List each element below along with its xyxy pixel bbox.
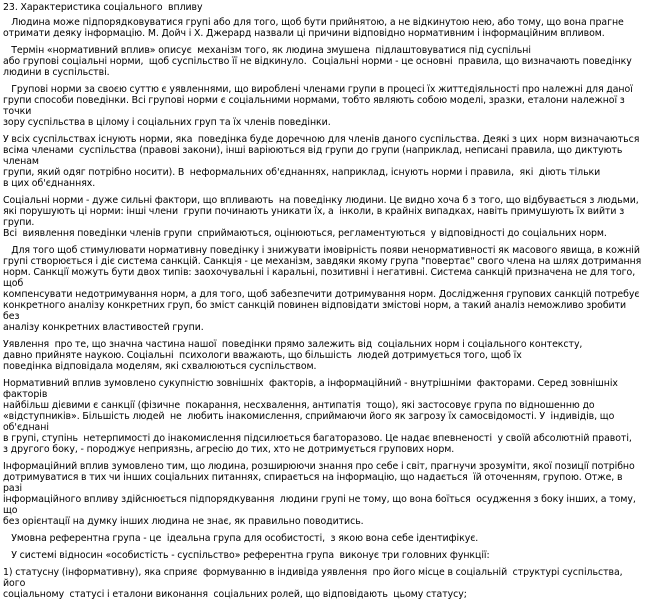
paragraph-society-norms: У всіх суспільствах існують норми, яка поведінка буде доречною для членів даного суспільства. Деякі з цих норм визначаються всіма членами суспільства (правові закони), інші варіюються від групи до групи (наприклад, неписані правила, що диктують членам групи, який одяг потрібно носити). В неформальних об'єднаннях, наприклад, існують норми і правила, які діють тільки в цих об'єднаннях.: [3, 134, 640, 189]
paragraph-external-factors: Нормативний вплив зумовлено сукупністю зовнішніх факторів, а інформаційний - внутрішніми факторами. Серед зовнішніх факторів найбільш дієвими є санкції (фізичне покарання, несхвалення, антипатія тощо), які застосовує група по відношенню до «відступників». Більшість людей не любить інакомислення, сприймаючи його як загрозу їх самосвідомості. У індивідів, що об'єднані в групі, ступінь нетерпимості до інакомислення підсилюється багаторазово. Це надає впевненості у своїй абсолютній правоті, з другого боку, - породжує неприязнь, агресію до тих, хто не дотримується групових норм.: [3, 378, 632, 455]
paragraph-social-norms-factors: Соціальні норми - дуже сильні фактори, що впливають на поведінку людини. Це видно хоча б з того, що відбувається з людьми, які порушують ці норми: інші члени групи починають уникати їх, а інколи, в крайніх випадках, навіть примушують їх вийти з групи. Всі виявлення поведінки членів групи сприймаються, оцінюються, регламентуються у відповідності до соціальних норм.: [3, 195, 639, 239]
paragraph-sanctions: Для того щоб стимулювати нормативну поведінку і знижувати імовірність появи ненормативності як масового явища, в кожній групі створюється і діє система санкцій. Санкція - це механізм, завдяки якому група "повертає" свого члена на шлях дотримання норм. Санкції можуть бути двох типів: заохочувальні і каральні, позитивні і негативні. Система санкцій призначена не для того, щоб компенсувати недотримування норм, а для того, щоб забезпечити дотримування норм. Дослідження групових санкцій потребує конкретного аналізу конкретних груп, бо зміст санкцій повинен відповідати змістові норм, а такий аналіз неможливо зробити без аналізу конкретних властивостей групи.: [3, 245, 642, 333]
paragraph-functions-intro: У системі відносин «особистість - суспільство» референтна група виконує три головних функції:: [3, 550, 490, 561]
paragraph-normative-influence: Термін «нормативний вплив» описує механізм того, як людина змушена підлаштовуватися під суспільні або групові соціальні норми, щоб суспільство її не відкинуло. Соціальні норми - це основні правила, що визначають поведінку людини в суспільстві.: [3, 45, 632, 78]
paragraph-intro: Людина може підпорядковуватися групі або для того, щоб бути прийнятою, а не відкинутою нею, або тому, що вона прагне отримати деяку інформацію. М. Дойч і Х. Джерард назвали ці причини відповідно нормативним і інформаційним впливом.: [3, 17, 624, 39]
paragraph-social-context: Уявлення про те, що значна частина нашої поведінки прямо залежить від соціальних норм і соціального контексту, давно прийняте наукою. Соціальні психологи вважають, що більшість людей дотримується того, щоб їх поведінка відповідала моделям, які схвалюються суспільством.: [3, 339, 583, 372]
paragraph-reference-group: Умовна референтна група - це ідеальна група для особистості, з якою вона себе ідентифікує.: [3, 533, 479, 544]
paragraph-status-function: 1) статусну (інформативну), яка сприяє формуванню в індивіда уявлення про його місце в соціальній структурі суспільства, його соціальному статусі і еталони виконання соціальних ролей, що відповідають цьому статусу;: [3, 567, 623, 600]
document-title: 23. Характеристика соціального впливу: [3, 2, 203, 13]
paragraph-group-norms: Групові норми за своєю суттю є уявленнями, що вироблені членами групи в процесі їх життєдіяльності про належні для даної групи способи поведінки. Всі групові норми є соціальними нормами, тобто являють собою моделі, зразки, еталони належної з точки зору суспільства в цілому і соціальних груп та їх членів поведінки.: [3, 84, 633, 128]
paragraph-informational-influence: Інформаційний вплив зумовлено тим, що людина, розширюючи знання про себе і світ, прагнучи зрозуміти, якої позиції потрібно дотримуватися в тих чи інших соціальних питаннях, спирається на інформацію, що надається їй оточенням, групою. Отже, в разі інформаційного впливу здійснюється підпорядкування людини групі не тому, що вона боїться осудження з боку інших, а тому, що без орієнтації на думку інших людина не знає, як правильно поводитись.: [3, 461, 636, 527]
